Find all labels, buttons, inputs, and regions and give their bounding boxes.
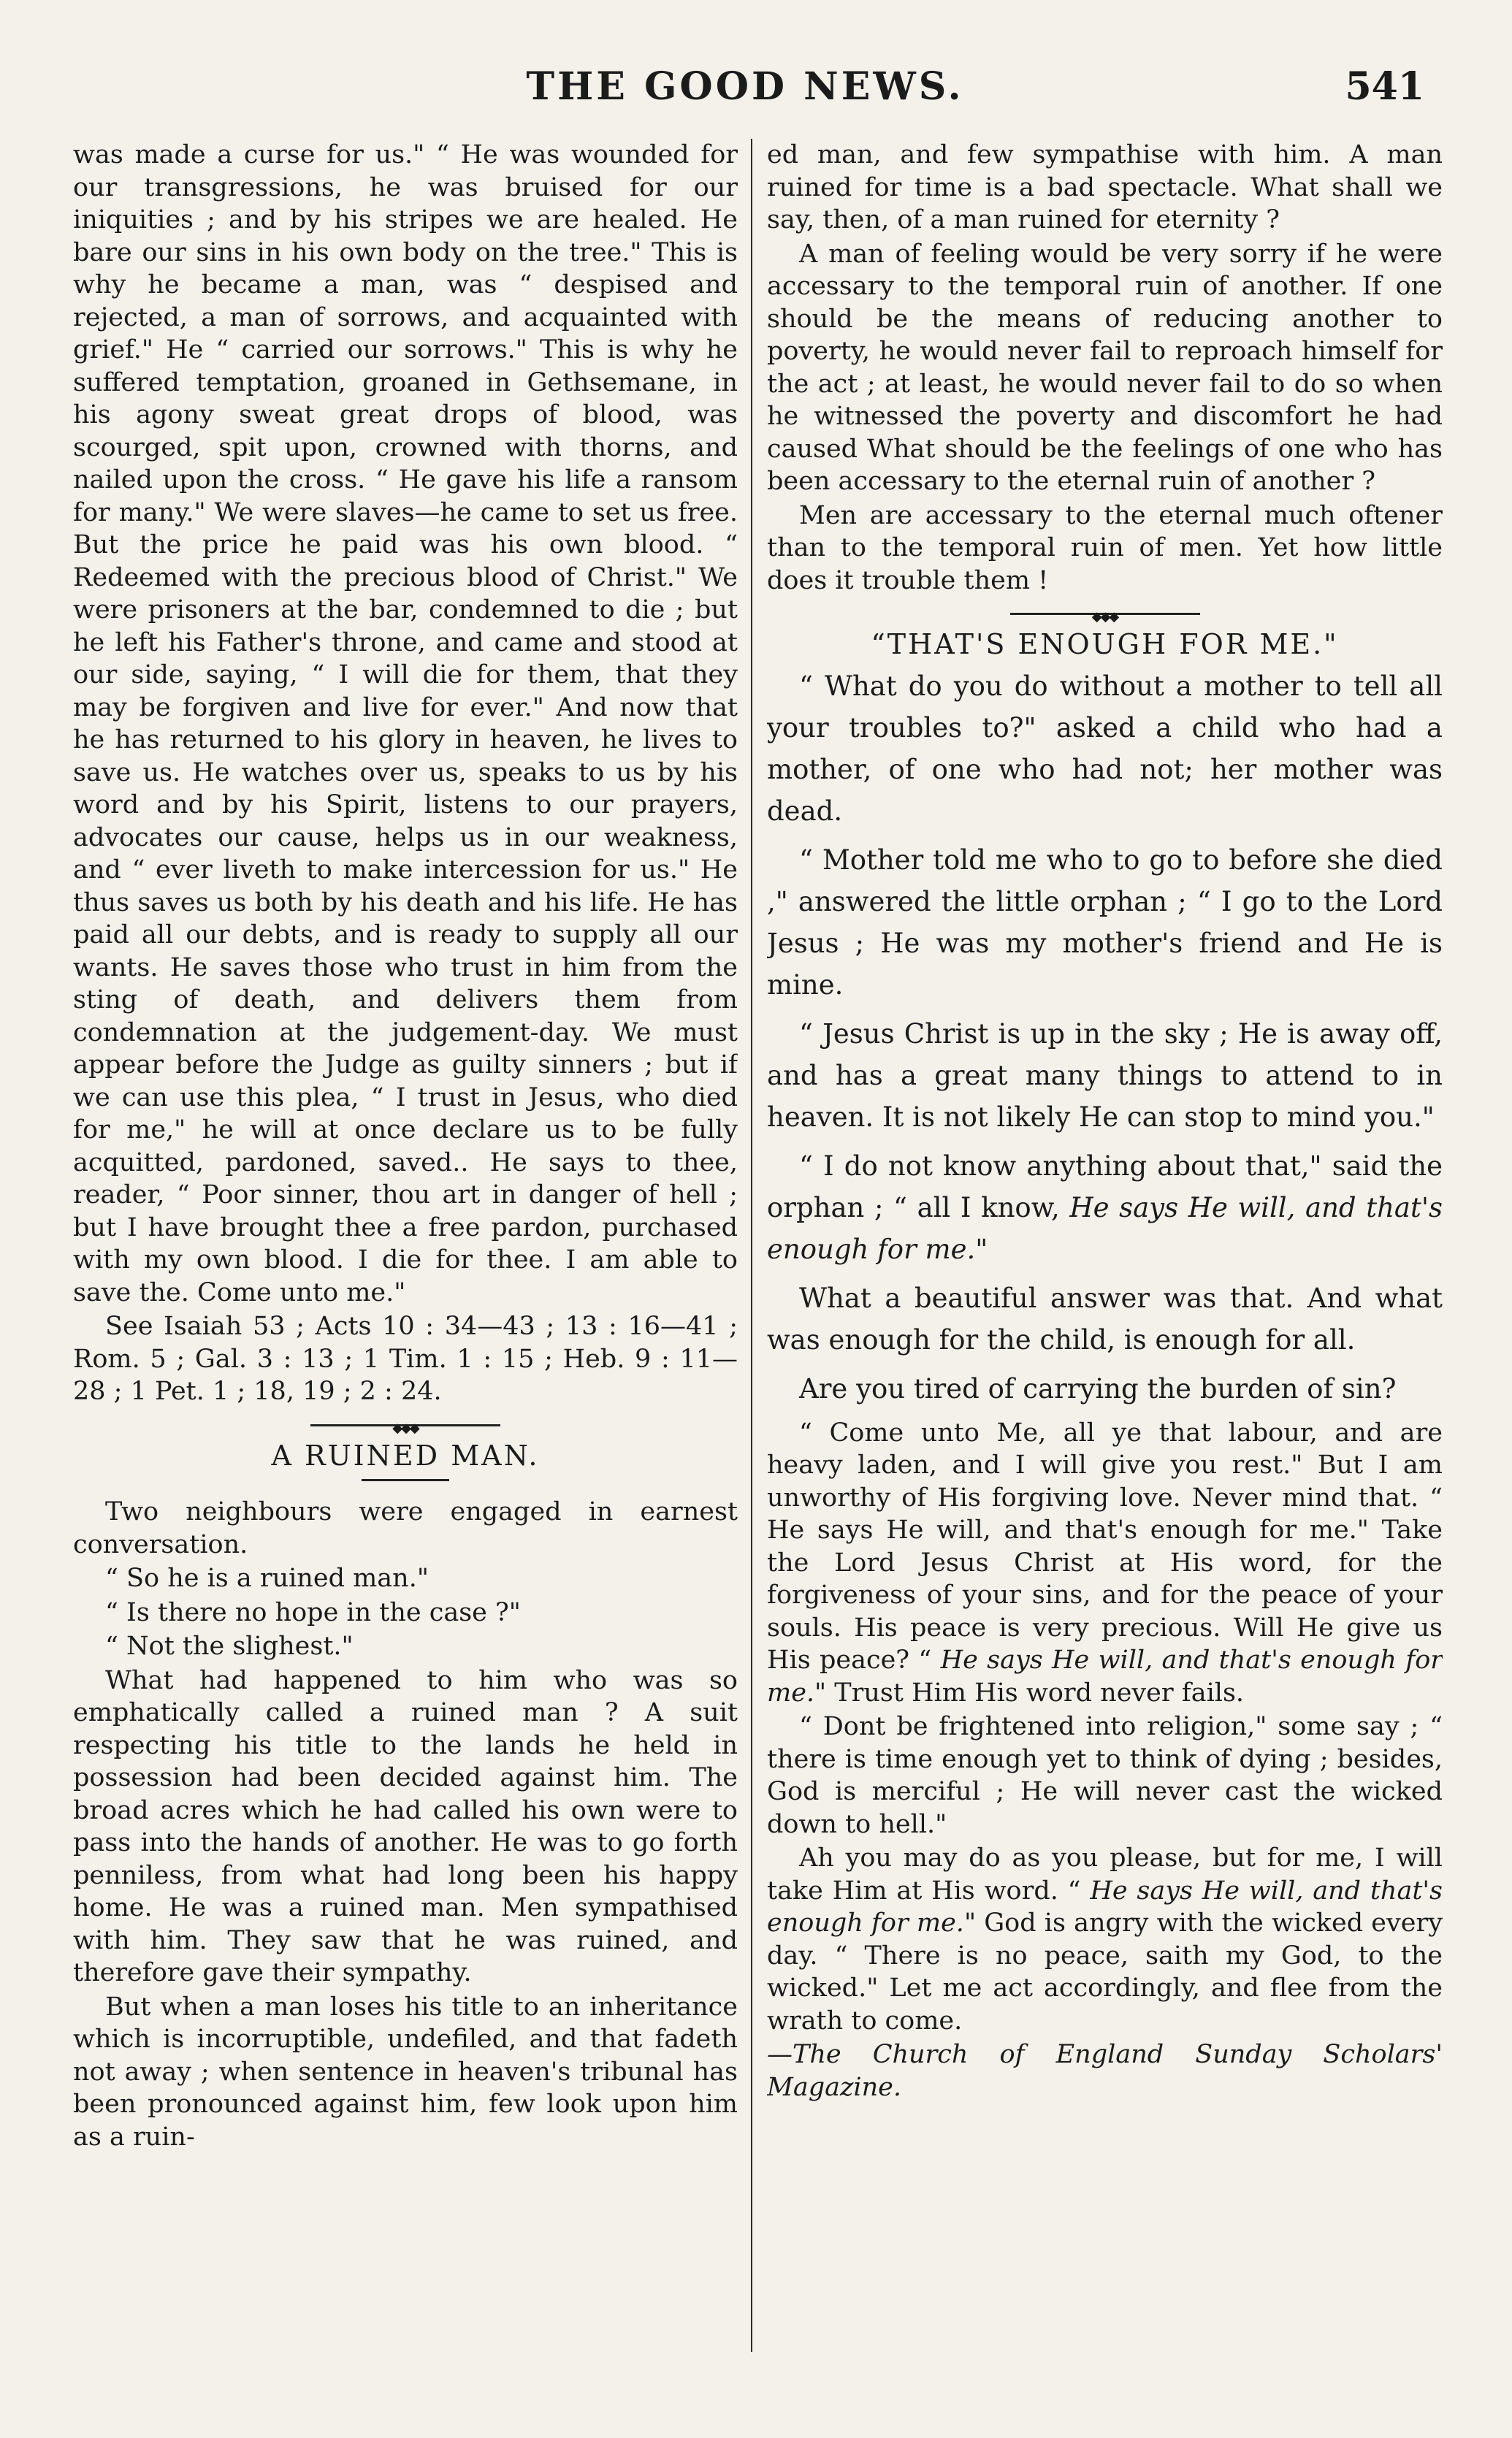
paragraph: Two neighbours were engaged in earnest conversation. <box>73 1497 738 1559</box>
paragraph: was made a curse for us." “ He was wounded for our transgressions, he was bruised for our iniquities ; and by his stripes we are healed. He bare our sins in his own body on the tree." This is why he became a man, was “ despised and rejected, a man of sorrows, and acquainted with grief." He “ carried our sorrows." This is why he suffered temptation, groaned in Gethsemane, in his agony sweat great drops of blood, was scourged, spit upon, crowned with thorns, and nailed upon the cross. “ He gave his life a ransom for many." We were slaves—he came to set us free. But the price he paid was his own blood. “ Redeemed with the precious blood of Christ." We were prisoners at the bar, condemned to die ; but he left his Father's throne, and came and stood at our side, saying, “ I will die for them, that they may be forgiven and live for ever." And now that he has returned to his glory in heaven, he lives to save us. He watches over us, speaks to us by his word and by his Spirit, listens to our prayers, advocates our cause, helps us in our weakness, and “ ever liveth to make intercession for us." He thus saves us both by his death and his life. He has paid all our debts, and is ready to supply all our wants. He saves those who trust in him from the sting of death, and delivers them from condemnation at the judgement-day. We must appear before the Judge as guilty sinners ; but if we can use this plea, “ I trust in Jesus, who died for me," he will at once declare us to be fully acquitted, pardoned, saved.. He says to thee, reader, “ Poor sinner, thou art in danger of hell ; but I have brought thee a free pardon, purchased with my own blood. I die for thee. I am able to save the. Come unto me." <box>73 140 738 1307</box>
section-title-ruined-man: A RUINED MAN. <box>271 1439 540 1472</box>
paragraph <box>767 1145 1443 1270</box>
paragraph: “ So he is a ruined man." <box>105 1564 429 1593</box>
left-column <box>73 139 738 2387</box>
text-run: “ Come unto Me, all ye that labour, and are heavy laden, and I will give you rest." But I am unworthy of His forgiving love. Never mind that. “ He says He will, and that's enough for me." Take the Lord Jesus Christ at His word, for the forgiveness of your sins, and for the peace of your souls. His peace is very precious. Will He give us His peace? “ <box>767 1418 1443 1675</box>
right-column <box>767 139 1443 2387</box>
italic-quote: He says He will, and that's enough for me. <box>767 1876 1443 1938</box>
paragraph: But when a man loses his title to an inheritance which is incorruptible, undefiled, and that fadeth not away ; when sentence in heaven's tribunal has been pronounced against him, few look upon him as a ruin- <box>73 1992 738 2152</box>
source-attribution <box>767 2038 1443 2103</box>
text-run: " God is angry with the wicked every day. “ There is no peace, saith my God, to the wicked." Let me act accordingly, and flee from the wrath to come. <box>767 1908 1443 2036</box>
paragraph: “ Mother told me who to go to before she died ," answered the little orphan ; “ I go to the Lord Jesus ; He was my mother's friend and He is mine. <box>767 844 1443 1001</box>
italic-quote: He says He will, and that's enough for me. <box>767 1191 1443 1265</box>
paragraph: Men are accessary to the eternal much oftener than to the temporal ruin of men. Yet how little does it trouble them ! <box>767 500 1443 595</box>
running-title: THE GOOD NEWS. <box>526 64 964 109</box>
paragraph: “ What do you do without a mother to tell all your troubles to?" asked a child who had a mother, of one who had not; her mother was dead. <box>767 670 1443 827</box>
page-number: 541 <box>1345 64 1424 109</box>
italic-quote: He says He will, and that's enough for me. <box>767 1646 1443 1708</box>
paragraph: A man of feeling would be very sorry if he were accessary to the temporal ruin of another. If one should be the means of reducing another to poverty, he would never fail to reproach himself for the act ; at least, he would never fail to do so when he witnessed the poverty and discomfort he had caused What should be the feelings of one who has been accessary to the eternal ruin of another ? <box>767 239 1443 496</box>
paragraph: What a beautiful answer was that. And what was enough for the child, is enough for all. <box>767 1282 1443 1356</box>
section-title-enough-for-me: “THAT'S ENOUGH FOR ME." <box>871 628 1339 660</box>
paragraph: Are you tired of carrying the burden of sin? <box>799 1372 1397 1405</box>
paragraph <box>767 1842 1443 2037</box>
paragraph: What had happened to him who was so emphatically called a ruined man ? A suit respecting his title to the lands he held in possession had been decided against him. The broad acres which he had called his own were to pass into the hands of another. He was to go forth penniless, from what had long been his happy home. He was a ruined man. Men sympathised with him. They saw that he was ruined, and therefore gave their sympathy. <box>73 1665 738 1987</box>
text-run: “ I do not know anything about that," said the orphan ; “ all I know, <box>767 1150 1443 1223</box>
paragraph <box>767 1417 1443 1710</box>
paragraph: “ Not the slighest." <box>105 1632 354 1661</box>
paragraph: “ Jesus Christ is up in the sky ; He is away off, and has a great many things to attend to in heaven. It is not likely He can stop to mind you." <box>767 1017 1443 1133</box>
page-header <box>51 64 1439 123</box>
text-run: Ah you may do as you please, but for me, I will take Him at His word. “ <box>767 1843 1443 1906</box>
scripture-references: See Isaiah 53 ; Acts 10 : 34—43 ; 13 : 16—41 ; Rom. 5 ; Gal. 3 : 13 ; 1 Tim. 1 : 15 ; Heb. 9 : 11—28 ; 1 Pet. 1 ; 18, 19 ; 2 : 24. <box>73 1312 738 1406</box>
paragraph: “ Dont be frightened into religion," some say ; “ there is time enough yet to think of dying ; besides, God is merciful ; He will never cast the wicked down to hell." <box>767 1712 1443 1839</box>
source-citation: —The Church of England Sunday Scholars' Magazine. <box>767 2040 1443 2102</box>
text-run: " Trust Him His word never fails. <box>814 1678 1245 1708</box>
section-divider <box>1010 613 1200 615</box>
paragraph: “ Is there no hope in the case ?" <box>105 1597 521 1627</box>
text-run: " <box>975 1233 988 1265</box>
column-divider <box>751 139 752 2352</box>
title-underline <box>362 1479 449 1481</box>
section-divider <box>310 1424 500 1426</box>
paragraph: ed man, and few sympathise with him. A man ruined for time is a bad spectacle. What shall we say, then, of a man ruined for eternity ? <box>767 140 1443 234</box>
